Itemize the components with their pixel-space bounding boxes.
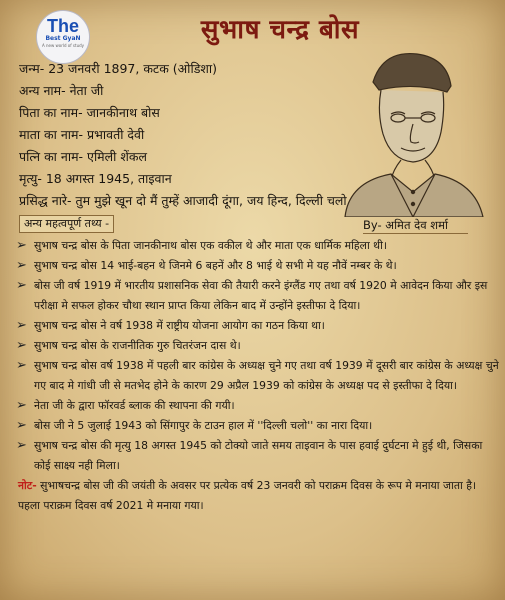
bio-mother: माता का नाम- प्रभावती देवी (19, 127, 145, 142)
bio-slogans: प्रसिद्ध नारे- तुम मुझे खून दो मैं तुम्हें आजादी दूंगा, जय हिन्द, दिल्ली चलो (19, 193, 347, 208)
bio-other-name: अन्य नाम- नेता जी (19, 83, 104, 98)
list-item (14, 256, 500, 276)
list-item (14, 316, 500, 336)
note-label: नोट- (18, 479, 37, 492)
bio-birth: जन्म- 23 जनवरी 1897, कटक (ओडिशा) (19, 61, 218, 76)
list-item (14, 396, 500, 416)
page-title: सुभाष चन्द्र बोस (200, 15, 360, 45)
logo-tagline: A new world of study (41, 43, 85, 48)
arrow-bullet-icon: ➢ (16, 338, 27, 353)
arrow-bullet-icon: ➢ (16, 358, 27, 373)
arrow-bullet-icon: ➢ (16, 278, 27, 293)
fact-text: सुभाष चन्द्र बोस के पिता जानकीनाथ बोस एक वकील थे और माता एक धार्मिक महिला थी। (34, 239, 387, 252)
fact-text: सुभाष चन्द्र बोस की मृत्यु 18 अगस्त 1945 को टोक्यो जाते समय ताइवान के पास हवाई दुर्घटना मे हुई थी, जिसका कोई साक्ष्य नही मिला। (34, 439, 483, 472)
bio-father: पिता का नाम- जानकीनाथ बोस (19, 105, 160, 120)
arrow-bullet-icon: ➢ (16, 238, 27, 253)
fact-text: सुभाष चन्द्र बोस के राजनीतिक गुरु चितरंजन दास थे। (34, 339, 241, 352)
list-item (14, 336, 500, 356)
logo-badge (36, 10, 90, 64)
note-text: सुभाषचन्द्र बोस जी की जयंती के अवसर पर प्रत्येक वर्ष 23 जनवरी को पराक्रम दिवस के रूप मे मनाया जाता है। पहला पराक्रम दिवस वर्ष 2021 मे मनाया गया। (18, 479, 477, 512)
arrow-bullet-icon: ➢ (16, 418, 27, 433)
fact-text: बोस जी वर्ष 1919 में भारतीय प्रशासनिक सेवा की तैयारी करने इंग्लैंड गए तथा वर्ष 1920 मे आवेदन किया और इस परीक्षा मे सफल होकर चौथा स्थान प्राप्त किया लेकिन बाद में उन्होंने इस्तीफा दे दिया। (34, 279, 488, 312)
author-credit: By- अमित देव शर्मा (363, 218, 468, 234)
logo-name: The (46, 16, 79, 36)
facts-list (14, 236, 500, 516)
arrow-bullet-icon: ➢ (16, 438, 27, 453)
logo-sub: Best GyaN (45, 35, 81, 42)
fact-text: सुभाष चन्द्र बोस 14 भाई-बहन थे जिनमे 6 बहनें और 8 भाई थे सभी मे यह नौवें नम्बर के थे। (34, 259, 397, 272)
arrow-bullet-icon: ➢ (16, 398, 27, 413)
more-facts-label: अन्य महत्वपूर्ण तथ्य - (19, 215, 114, 233)
list-item (14, 236, 500, 256)
fact-text: बोस जी ने 5 जुलाई 1943 को सिंगापुर के टाउन हाल में ''दिल्ली चलो'' का नारा दिया। (34, 419, 373, 432)
bio-wife: पत्नि का नाम- एमिली शेंकल (19, 149, 147, 164)
arrow-bullet-icon: ➢ (16, 318, 27, 333)
fact-text: सुभाष चन्द्र बोस वर्ष 1938 में पहली बार कांग्रेस के अध्यक्ष चुने गए तथा वर्ष 1939 में दूसरी बार कांग्रेस के अध्यक्ष चुने गए बाद मे गांधी जी से मतभेद होने के कारण 29 अप्रैल 1939 को कांग्रेस के अध्यक्ष पद से इस्तीफा दे दिया। (34, 359, 499, 392)
arrow-bullet-icon: ➢ (16, 258, 27, 273)
list-item (14, 436, 500, 476)
list-item (14, 276, 500, 316)
list-item (14, 416, 500, 436)
fact-text: नेता जी के द्वारा फॉरवर्ड ब्लाक की स्थापना की गयी। (34, 399, 235, 412)
bio-details (19, 58, 489, 212)
fact-text: सुभाष चन्द्र बोस ने वर्ष 1938 में राष्ट्रीय योजना आयोग का गठन किया था। (34, 319, 325, 332)
bio-death: मृत्यु- 18 अगस्त 1945, ताइवान (19, 171, 172, 186)
list-item (14, 356, 500, 396)
note-paragraph (14, 476, 500, 516)
